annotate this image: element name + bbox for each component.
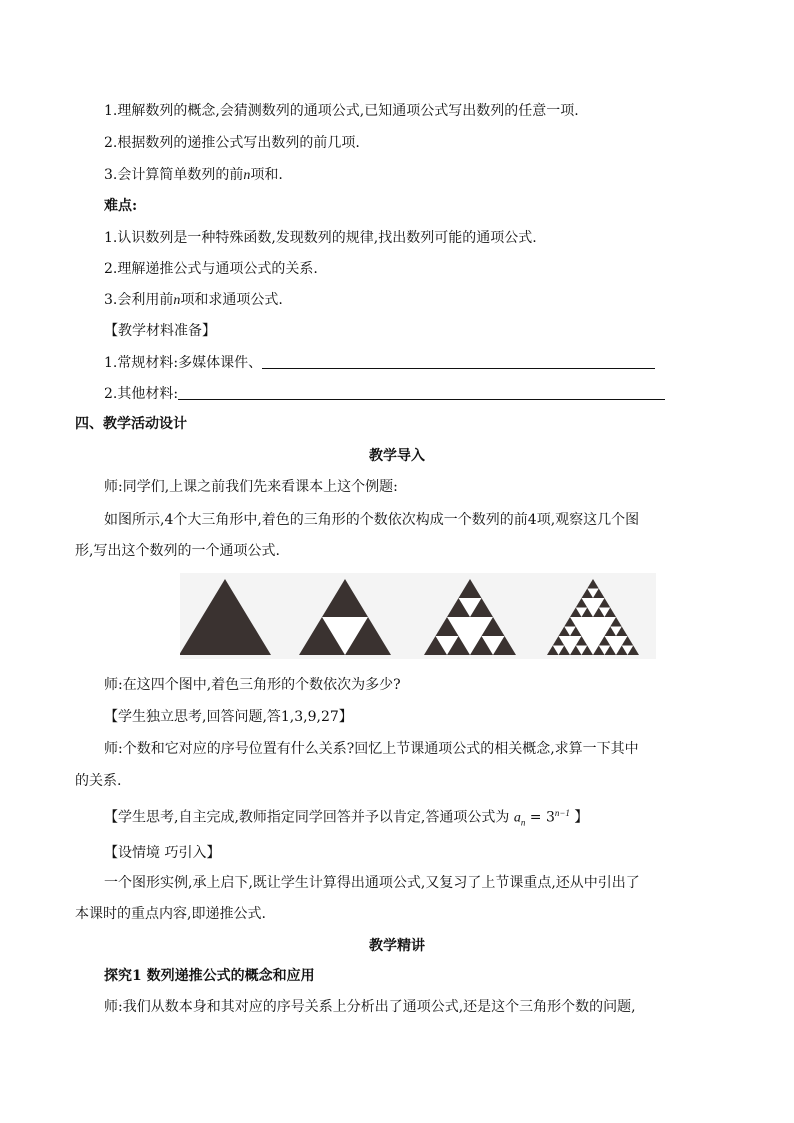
- formula-bracket-end: 】: [574, 809, 589, 826]
- teacher-line-1: 师:同学们,上课之前我们先来看课本上这个例题:: [104, 479, 398, 495]
- summary-line-2: 本课时的重点内容,即递推公式.: [75, 906, 266, 922]
- formula-subscript: n: [520, 817, 526, 828]
- student-formula-text: 【学生思考,自主完成,教师指定同学回答并予以肯定,答通项公式为: [104, 809, 510, 826]
- sierpinski-svg: [180, 573, 656, 659]
- summary-line-1: 一个图形实例,承上启下,既让学生计算得出通项公式,又复习了上节课重点,还从中引出了: [104, 875, 640, 891]
- student-answer: 【学生独立思考,回答问题,答1,3,9,27】: [104, 709, 353, 725]
- difficulty-heading: 难点:: [104, 198, 138, 214]
- objective-3-text-b: 项和.: [250, 167, 283, 183]
- difficulty-3-n: n: [173, 293, 181, 308]
- sierpinski-triangle-1: [180, 579, 271, 655]
- objective-3-n: n: [243, 168, 251, 183]
- sierpinski-figure: [180, 573, 656, 659]
- student-formula-line: [104, 803, 588, 832]
- objective-3: [104, 165, 283, 186]
- difficulty-3-text-b: 项和求通项公式.: [180, 292, 283, 308]
- materials-1-blank-line: [262, 354, 655, 369]
- formula-exponent: n−1: [554, 808, 570, 818]
- teacher-line-2: 师:个数和它对应的序号位置有什么关系?回忆上节课通项公式的相关概念,求算一下其中: [104, 741, 639, 757]
- materials-2-label: 2.其他材料:: [104, 386, 179, 402]
- difficulty-3: [104, 290, 283, 311]
- objective-3-text-a: 3.会计算简单数列的前: [104, 167, 244, 183]
- teacher-line-2-cont: 的关系.: [75, 773, 122, 789]
- teacher-question: 师:在这四个图中,着色三角形的个数依次为多少?: [104, 677, 401, 693]
- formula-eq: = 3: [525, 809, 555, 826]
- scenario-heading: 【设情境 巧引入】: [104, 845, 221, 861]
- materials-2: [104, 384, 665, 404]
- difficulty-2: 2.理解递推公式与通项公式的关系.: [104, 261, 318, 277]
- lecture-title: 教学精讲: [369, 938, 425, 954]
- section-four-heading: 四、教学活动设计: [75, 416, 187, 432]
- materials-heading: 【教学材料准备】: [104, 323, 216, 339]
- difficulty-3-text-a: 3.会利用前: [104, 292, 174, 308]
- example-line-1: 如图所示,4个大三角形中,着色的三角形的个数依次构成一个数列的前4项,观察这几个图: [104, 512, 640, 528]
- intro-title: 教学导入: [369, 448, 425, 464]
- objective-2: 2.根据数列的递推公式写出数列的前几项.: [104, 135, 360, 151]
- difficulty-1: 1.认识数列是一种特殊函数,发现数列的规律,找出数列可能的通项公式.: [104, 230, 537, 246]
- teacher-line-3: 师:我们从数本身和其对应的序号关系上分析出了通项公式,还是这个三角形个数的问题,: [104, 999, 636, 1015]
- example-line-2: 形,写出这个数列的一个通项公式.: [75, 543, 280, 559]
- materials-2-blank-line: [178, 385, 665, 400]
- formula-a: a: [513, 810, 521, 826]
- materials-1: [104, 353, 655, 373]
- objective-1: 1.理解数列的概念,会猜测数列的通项公式,已知通项公式写出数列的任意一项.: [104, 103, 579, 119]
- explore-title: 探究1 数列递推公式的概念和应用: [104, 968, 315, 984]
- materials-1-label: 1.常规材料:多媒体课件、: [104, 355, 263, 371]
